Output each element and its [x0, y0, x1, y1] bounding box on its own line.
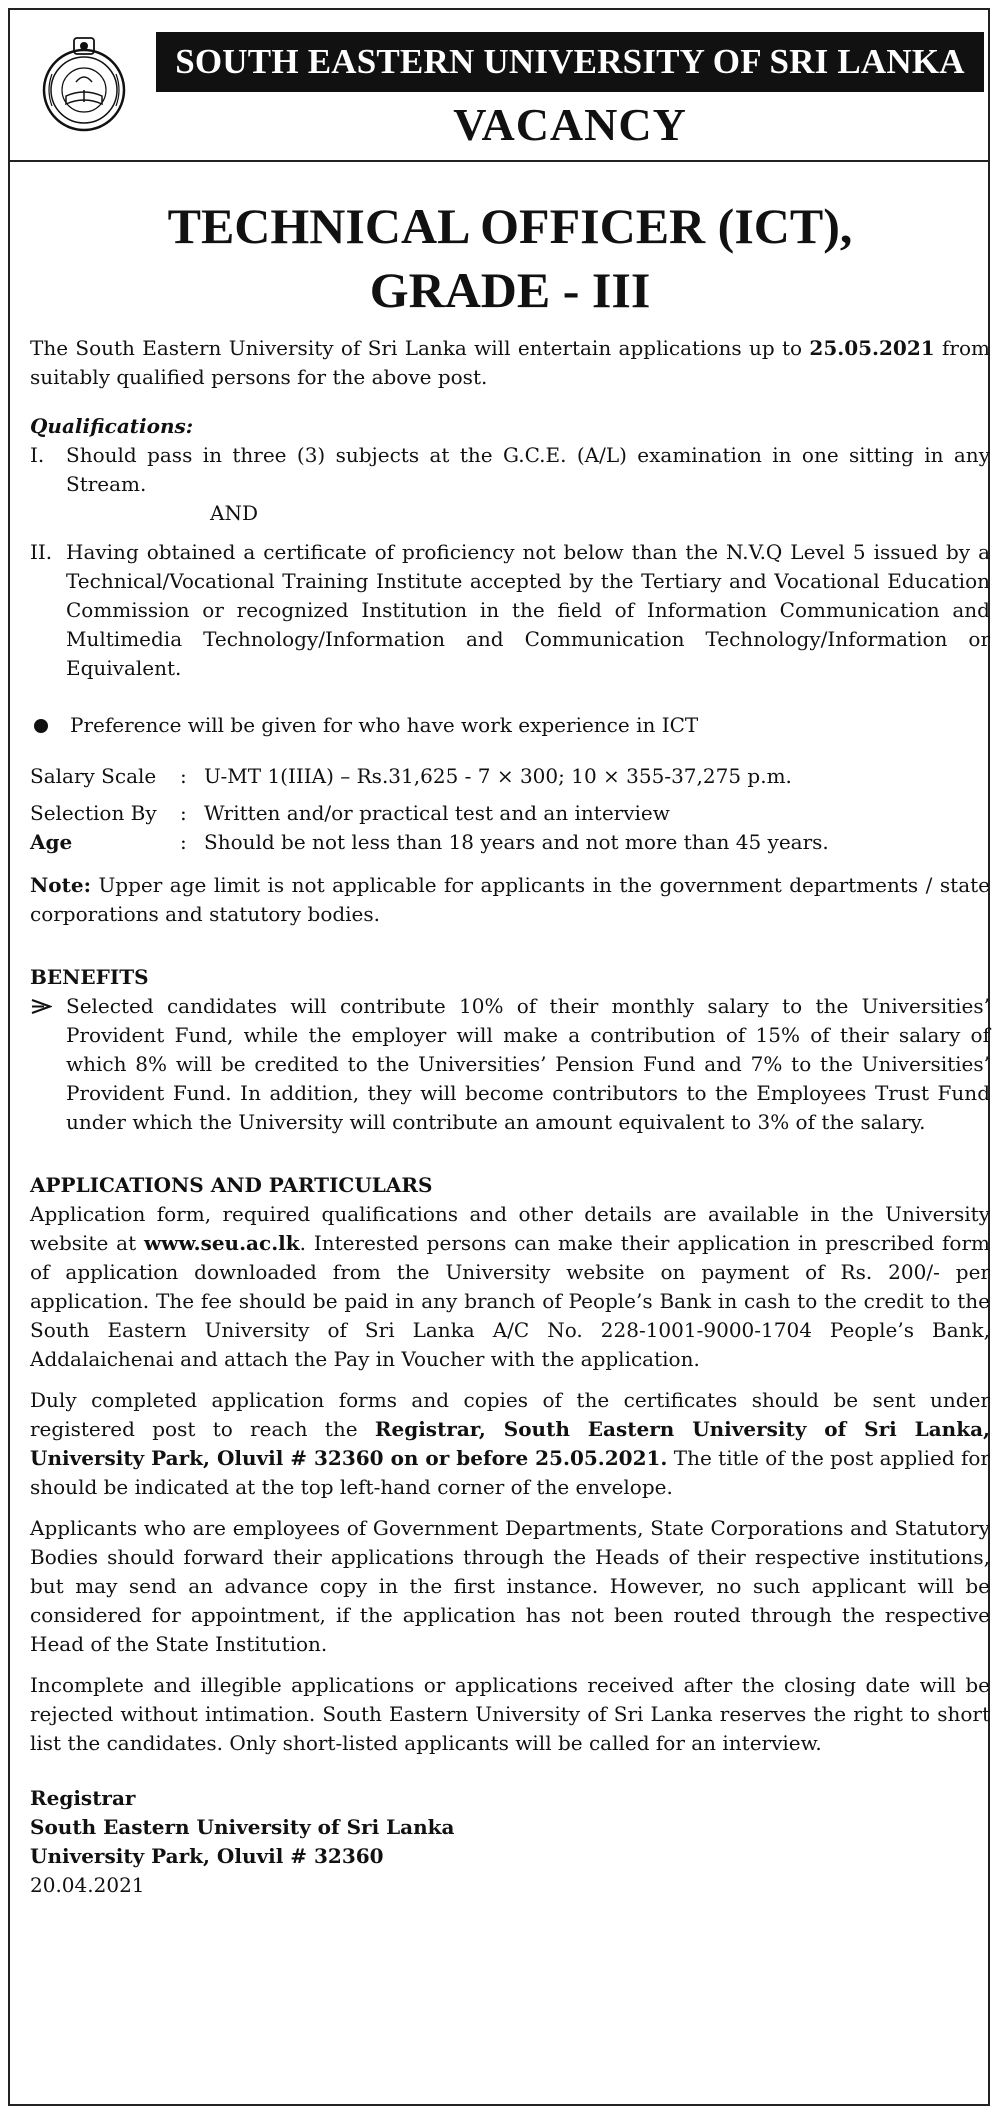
advertisement-body: [30, 170, 990, 1900]
signature-title: Registrar: [30, 1786, 136, 1810]
salary-scale-label: Salary Scale: [30, 764, 157, 788]
advertisement-frame: [8, 8, 990, 2106]
post-title: [30, 194, 990, 322]
filled-circle-icon: [34, 719, 48, 733]
selection-row: [30, 799, 990, 828]
p2-text-after: The title of the post applied for should be indicated at the top left-hand corner of the envelope.: [30, 1446, 990, 1499]
post-title-line-1: TECHNICAL OFFICER (ICT),: [167, 198, 853, 254]
colon: :: [180, 801, 187, 825]
colon: :: [180, 764, 187, 788]
applications-heading: APPLICATIONS AND PARTICULARS: [30, 1173, 433, 1197]
qualification-text: Having obtained a certificate of proficiency not below than the N.V.Q Level 5 issued by a Technical/Vocational Training Institute accepted by the Tertiary and Vocational Education Commission or recognized Institution in the field of Information Communication and Multimedia Technology/Information and Communication Technology/Information or Equivalent.: [66, 540, 990, 680]
closing-date: 25.05.2021: [809, 336, 935, 360]
age-label: Age: [30, 830, 73, 854]
note-label: Note:: [30, 873, 91, 897]
age-value: Should be not less than 18 years and not more than 45 years.: [204, 830, 829, 854]
note-text: Upper age limit is not applicable for applicants in the government departments / state corporations and statutory bodies.: [30, 873, 990, 926]
preference-text: Preference will be given for who have work experience in ICT: [70, 713, 699, 737]
benefits-text: Selected candidates will contribute 10% of their monthly salary to the Universities’ Provident Fund, while the employer will make a contribution of 15% of their salary of which 8% will be credited to the Universities’ Pension Fund and 7% to the Universities’ Provident Fund. In addition, they will become contributors to the Employees Trust Fund under which the University will contribute an amount equivalent to 3% of the salary.: [66, 994, 990, 1134]
applications-paragraph-4: Incomplete and illegible applications or applications received after the closing date will be rejected without intimation. South Eastern University of Sri Lanka reserves the right to short list the candidates. Only short-listed applicants will be called for an interview.: [30, 1673, 990, 1755]
intro-text-after: from suitably qualified persons for the above post.: [30, 336, 991, 389]
intro-text-before: The South Eastern University of Sri Lanka will entertain applications up to: [30, 336, 810, 360]
qualification-item: [30, 538, 990, 683]
applications-paragraph-2: [30, 1386, 990, 1502]
university-crest-icon: [38, 34, 130, 134]
signature-institution: South Eastern University of Sri Lanka: [30, 1815, 455, 1839]
p2-text-before: Duly completed application forms and copies of the certificates should be sent under registered post to reach the: [30, 1388, 990, 1441]
qualifications-heading: Qualifications:: [30, 414, 194, 438]
post-title-line-2: GRADE - III: [369, 262, 651, 318]
note-paragraph: [30, 871, 990, 929]
university-name-banner: SOUTH EASTERN UNIVERSITY OF SRI LANKA: [156, 32, 984, 92]
registrar-address: Registrar, South Eastern University of Sri Lanka, University Park, Oluvil # 32360 on or before 25.05.2021.: [30, 1417, 990, 1470]
header: [10, 10, 988, 162]
salary-scale-row: [30, 762, 990, 791]
applications-paragraph-1: [30, 1200, 990, 1374]
preference-note: [30, 711, 990, 740]
p1-text-after: . Interested persons can make their application in prescribed form of application downloaded from the University website on payment of Rs. 200/- per application. The fee should be paid in any branch of People’s Bank in cash to the credit to the South Eastern University of Sri Lanka A/C No. 228-1001-9000-1704 People’s Bank, Addalaichenai and attach the Pay in Voucher with the application.: [30, 1231, 990, 1371]
colon: :: [180, 830, 187, 854]
p1-text-before: Application form, required qualifications and other details are available in the University website at: [30, 1202, 990, 1255]
and-separator: AND: [210, 501, 258, 525]
website-link[interactable]: www.seu.ac.lk: [143, 1231, 300, 1255]
qualification-item: [30, 441, 990, 499]
signature-address: University Park, Oluvil # 32360: [30, 1844, 384, 1868]
intro-paragraph: [30, 334, 990, 392]
applications-paragraph-3: Applicants who are employees of Government Departments, State Corporations and Statutory Bodies should forward their applications through the Heads of their respective institutions, but may send an advance copy in the first instance. However, no such applicant will be considered for appointment, if the application has not been routed through the respective Head of the State Institution.: [30, 1516, 990, 1656]
benefits-heading: BENEFITS: [30, 965, 149, 989]
qualification-text: Should pass in three (3) subjects at the G.C.E. (A/L) examination in one sitting in any Stream.: [66, 443, 990, 496]
vacancy-heading: VACANCY: [453, 99, 687, 150]
arrowhead-right-icon: [30, 992, 66, 1137]
qualification-number: I.: [30, 443, 45, 467]
selection-value: Written and/or practical test and an interview: [204, 801, 670, 825]
qualification-number: II.: [30, 540, 53, 564]
benefits-item: [30, 992, 990, 1137]
selection-label: Selection By: [30, 801, 157, 825]
signature-date: 20.04.2021: [30, 1873, 145, 1897]
age-row: [30, 828, 990, 857]
salary-scale-value: U-MT 1(IIIA) – Rs.31,625 - 7 × 300; 10 × 355-37,275 p.m.: [204, 764, 792, 788]
